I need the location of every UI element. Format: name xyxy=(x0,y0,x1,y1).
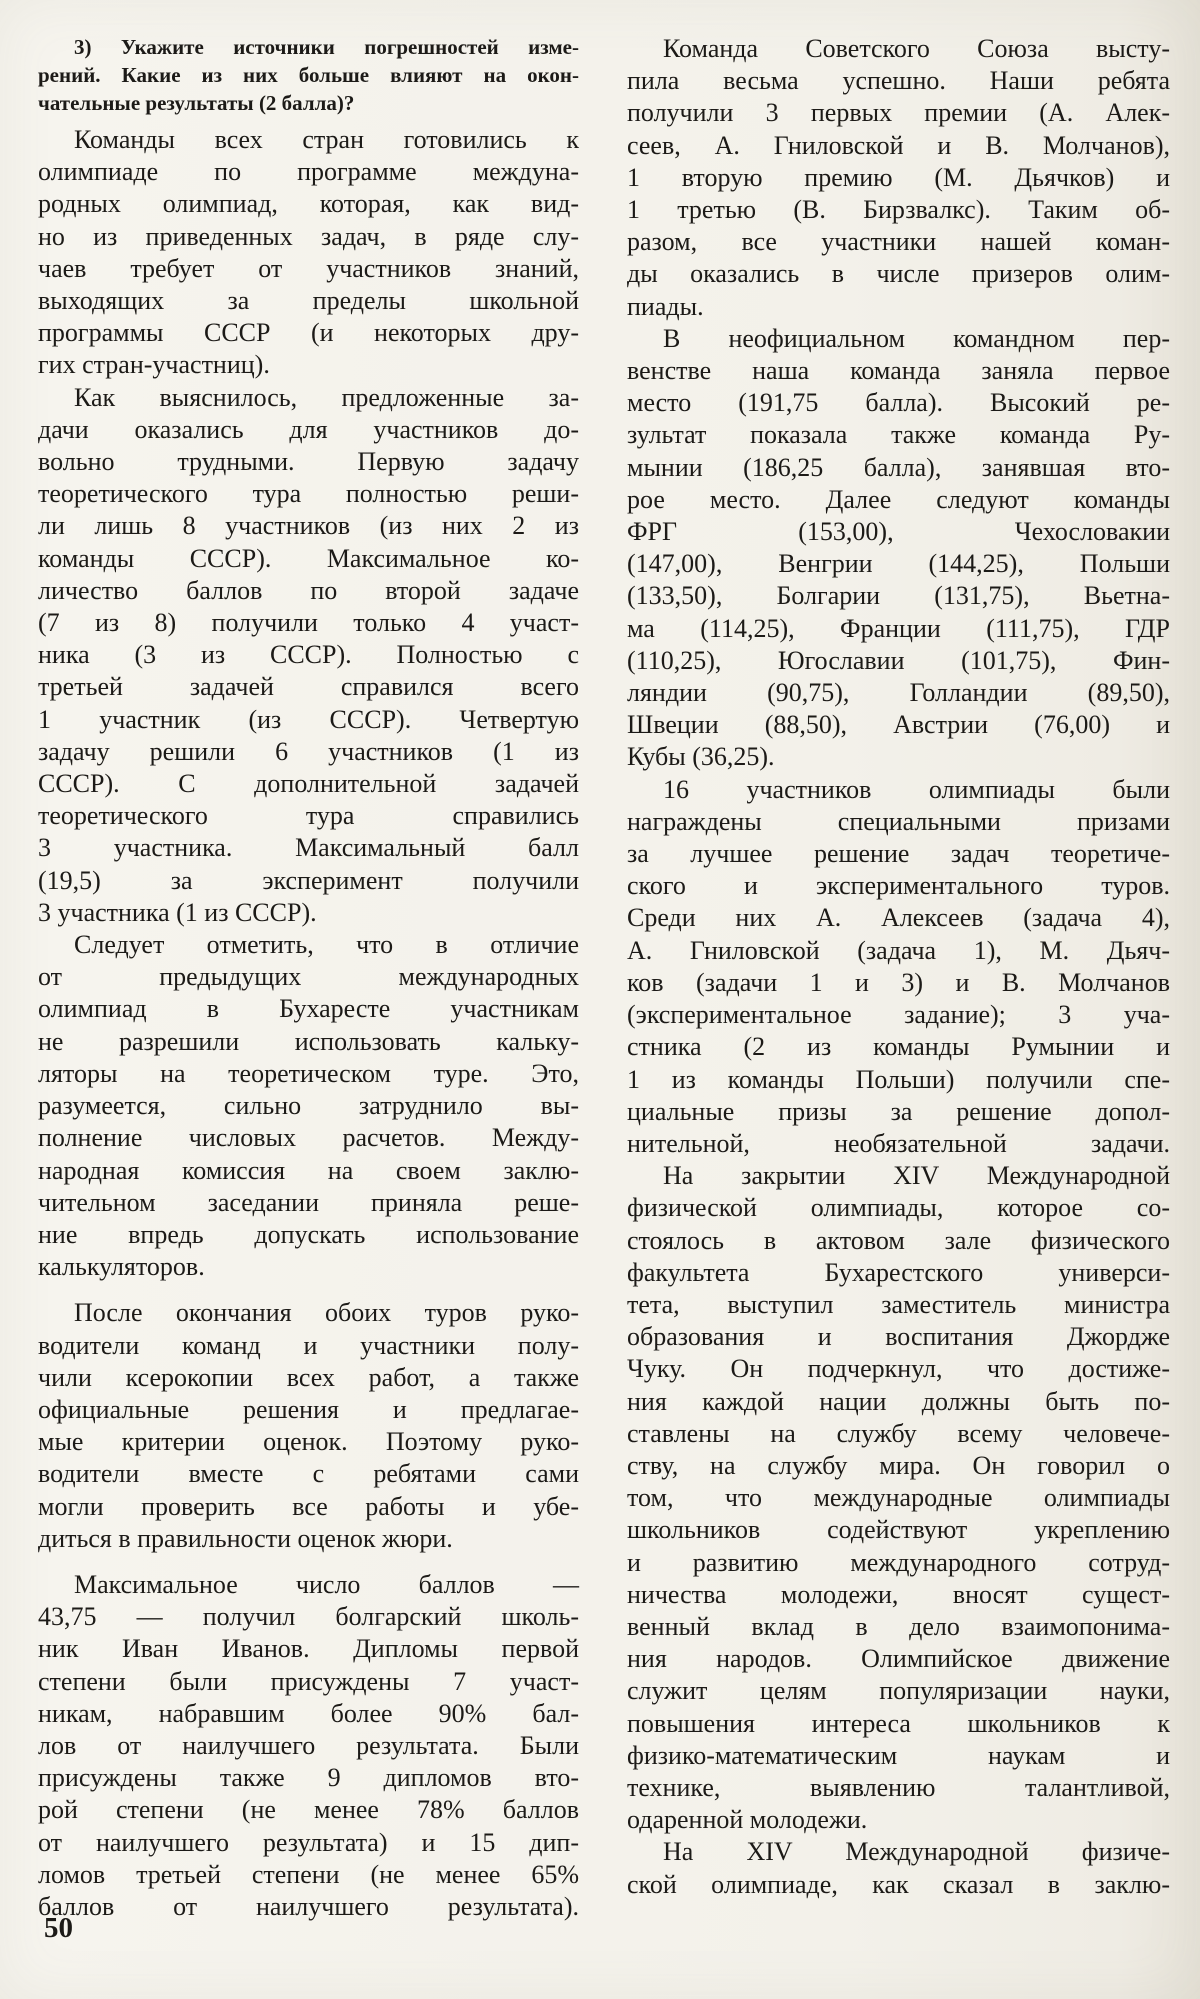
text-line: программы СССР (и некоторых дру- xyxy=(38,318,579,348)
text-line: ли лишь 8 участников (из них 2 из xyxy=(38,511,579,541)
text-line: Кубы (36,25). xyxy=(627,742,775,772)
text-line: 1 вторую премию (М. Дьячков) и xyxy=(627,162,1170,192)
text-line: диться в правильности оценок жюри. xyxy=(38,1523,453,1553)
text-line: ния народов. Олимпийское движение xyxy=(627,1644,1170,1674)
text-line: стоялось в актовом зале физического xyxy=(627,1225,1170,1255)
text-line: баллов от наилучшего результата). xyxy=(38,1891,579,1921)
text-line: рой степени (не менее 78% баллов xyxy=(38,1795,579,1825)
text-line: 3 участника (1 из СССР). xyxy=(38,897,317,927)
text-line: На XIV Международной физиче- xyxy=(663,1837,1170,1867)
text-line: тета, выступил заместитель министра xyxy=(627,1289,1170,1319)
text-line: сеев, А. Гниловской и В. Молчанов), xyxy=(627,130,1170,160)
text-line: ния каждой нации должны быть по- xyxy=(627,1386,1170,1416)
text-line: теоретического тура справились xyxy=(38,801,579,831)
text-line: 16 участников олимпиады были xyxy=(663,774,1170,804)
paragraph xyxy=(38,1569,579,1923)
text-line: ник Иван Иванов. Дипломы первой xyxy=(38,1634,579,1664)
text-line: теоретического тура полностью реши- xyxy=(38,479,579,509)
text-line: водители вместе с ребятами сами xyxy=(38,1459,579,1489)
text-line: циальные призы за решение допол- xyxy=(627,1096,1170,1126)
text-line: рений. Какие из них больше влияют на окон- xyxy=(38,63,579,87)
text-line: задачу решили 6 участников (1 из xyxy=(38,736,579,766)
text-line: степени были присуждены 7 участ- xyxy=(38,1666,579,1696)
text-line: калькуляторов. xyxy=(38,1252,205,1282)
text-line: (147,00), Венгрии (144,25), Польши xyxy=(627,549,1170,579)
text-line: На закрытии XIV Международной xyxy=(663,1161,1170,1191)
right-column xyxy=(627,33,1170,1901)
text-line: никам, набравшим более 90% бал- xyxy=(38,1698,579,1728)
text-line: ника (3 из СССР). Полностью с xyxy=(38,640,579,670)
text-line: ды оказались в числе призеров олим- xyxy=(627,259,1170,289)
text-line: ломов третьей степени (не менее 65% xyxy=(38,1859,579,1889)
paragraph xyxy=(38,124,579,382)
text-line: рое место. Далее следуют команды xyxy=(627,484,1170,514)
paragraph xyxy=(627,33,1170,323)
text-line: 3 участника. Максимальный балл xyxy=(38,833,579,863)
text-line: место (191,75 балла). Высокий ре- xyxy=(627,388,1170,418)
text-line: вольно трудными. Первую задачу xyxy=(38,447,579,477)
paragraph xyxy=(627,1836,1170,1900)
text-line: образования и воспитания Джордже xyxy=(627,1322,1170,1352)
text-line: награждены специальными призами xyxy=(627,806,1170,836)
text-line: не разрешили использовать кальку- xyxy=(38,1026,579,1056)
text-line: ничества молодежи, вносят сущест- xyxy=(627,1579,1170,1609)
text-line: 3) Укажите источники погрешностей изме- xyxy=(74,35,579,59)
text-line: том, что международные олимпиады xyxy=(627,1483,1170,1513)
text-line: чили ксерокопии всех работ, а также xyxy=(38,1362,579,1392)
text-line: ляндии (90,75), Голландии (89,50), xyxy=(627,678,1170,708)
text-line: ского и экспериментального туров. xyxy=(627,871,1170,901)
text-line: факультета Бухарестского универси- xyxy=(627,1257,1170,1287)
text-line: олимпиаде по программе междуна- xyxy=(38,157,579,187)
text-line: Следует отметить, что в отличие xyxy=(74,930,579,960)
text-line: А. Гниловской (задача 1), М. Дьяч- xyxy=(627,935,1170,965)
text-line: мые критерии оценок. Поэтому руко- xyxy=(38,1427,579,1457)
text-line: (110,25), Югославии (101,75), Фин- xyxy=(627,645,1170,675)
text-line: Швеции (88,50), Австрии (76,00) и xyxy=(627,710,1170,740)
paragraph xyxy=(627,774,1170,1160)
paragraph xyxy=(627,323,1170,774)
text-line: После окончания обоих туров руко- xyxy=(74,1298,579,1328)
text-line: 1 третью (В. Бирзвалкс). Таким об- xyxy=(627,195,1170,225)
text-line: школьников содействуют укреплению xyxy=(627,1515,1170,1545)
page-number: 50 xyxy=(44,1912,73,1944)
text-line: чаев требует от участников знаний, xyxy=(38,253,579,283)
text-line: (19,5) за эксперимент получили xyxy=(38,865,579,895)
text-line: физической олимпиады, которое со- xyxy=(627,1193,1170,1223)
text-line: но из приведенных задач, в ряде слу- xyxy=(38,221,579,251)
text-line: Команда Советского Союза высту- xyxy=(663,34,1170,63)
text-line: чательные результаты (2 балла)? xyxy=(38,91,355,115)
text-line: официальные решения и предлагае- xyxy=(38,1394,579,1424)
text-line: разумеется, сильно затруднило вы- xyxy=(38,1091,579,1121)
text-line: одаренной молодежи. xyxy=(627,1805,868,1835)
paragraph xyxy=(38,382,579,929)
text-line: гих стран-участниц). xyxy=(38,350,270,380)
text-line: ляторы на теоретическом туре. Это, xyxy=(38,1058,579,1088)
text-line: мынии (186,25 балла), занявшая вто- xyxy=(627,452,1170,482)
text-line: (экспериментальное задание); 3 уча- xyxy=(627,1000,1170,1030)
text-line: третьей задачей справился всего xyxy=(38,672,579,702)
text-line: олимпиад в Бухаресте участникам xyxy=(38,994,579,1024)
paragraph xyxy=(38,929,579,1283)
text-line: 43,75 — получил болгарский школь- xyxy=(38,1602,579,1632)
text-line: зультат показала также команда Ру- xyxy=(627,420,1170,450)
text-line: служит целям популяризации науки, xyxy=(627,1676,1170,1706)
text-line: 1 участник (из СССР). Четвертую xyxy=(38,704,579,734)
text-line: от наилучшего результата) и 15 дип- xyxy=(38,1827,579,1857)
text-line: 1 из команды Польши) получили спе- xyxy=(627,1064,1170,1094)
text-line: чительном заседании приняла реше- xyxy=(38,1187,579,1217)
text-line: получили 3 первых премии (А. Алек- xyxy=(627,98,1170,128)
text-line: физико-математическим наукам и xyxy=(627,1740,1170,1770)
text-line: за лучшее решение задач теоретиче- xyxy=(627,839,1170,869)
question-paragraph xyxy=(38,33,579,117)
text-line: ФРГ (153,00), Чехословакии xyxy=(627,517,1170,547)
text-line: Команды всех стран готовились к xyxy=(74,125,579,154)
text-line: ма (114,25), Франции (111,75), ГДР xyxy=(627,613,1170,643)
text-line: команды СССР). Максимальное ко- xyxy=(38,543,579,573)
text-line: ков (задачи 1 и 3) и В. Молчанов xyxy=(627,967,1170,997)
text-line: ставлены на службу всему человече- xyxy=(627,1418,1170,1448)
text-line: В неофициальном командном пер- xyxy=(663,323,1170,353)
text-line: Как выяснилось, предложенные за- xyxy=(74,382,579,412)
text-line: личество баллов по второй задаче xyxy=(38,575,579,605)
text-line: и развитию международного сотруд- xyxy=(627,1547,1170,1577)
text-line: технике, выявлению талантливой, xyxy=(627,1772,1170,1802)
text-line: лов от наилучшего результата. Были xyxy=(38,1730,579,1760)
left-column xyxy=(38,33,579,1923)
text-line: (133,50), Болгарии (131,75), Вьетна- xyxy=(627,581,1170,611)
text-line: стника (2 из команды Румынии и xyxy=(627,1032,1170,1062)
text-line: могли проверить все работы и убе- xyxy=(38,1491,579,1521)
text-line: пила весьма успешно. Наши ребята xyxy=(627,66,1170,96)
text-line: повышения интереса школьников к xyxy=(627,1708,1170,1738)
text-line: народная комиссия на своем заклю- xyxy=(38,1155,579,1185)
text-line: пиады. xyxy=(627,291,704,321)
text-line: разом, все участники нашей коман- xyxy=(627,227,1170,257)
text-line: СССР). С дополнительной задачей xyxy=(38,769,579,799)
text-line: от предыдущих международных xyxy=(38,962,579,992)
text-line: ние впредь допускать использование xyxy=(38,1219,579,1249)
text-line: Чуку. Он подчеркнул, что достиже- xyxy=(627,1354,1170,1384)
text-line: родных олимпиад, которая, как вид- xyxy=(38,189,579,219)
text-line: Среди них А. Алексеев (задача 4), xyxy=(627,903,1170,933)
text-line: Максимальное число баллов — xyxy=(74,1569,579,1599)
text-line: ской олимпиаде, как сказал в заклю- xyxy=(627,1869,1170,1899)
text-line: ству, на службу мира. Он говорил о xyxy=(627,1450,1170,1480)
text-line: венный вклад в дело взаимопонима- xyxy=(627,1611,1170,1641)
text-line: (7 из 8) получили только 4 участ- xyxy=(38,608,579,638)
paragraph xyxy=(38,1297,579,1555)
text-line: нительной, необязательной задачи. xyxy=(627,1128,1170,1158)
text-line: водители команд и участники полу- xyxy=(38,1330,579,1360)
text-line: полнение числовых расчетов. Между- xyxy=(38,1123,579,1153)
text-line: выходящих за пределы школьной xyxy=(38,286,579,316)
text-line: венстве наша команда заняла первое xyxy=(627,356,1170,386)
text-line: дачи оказались для участников до- xyxy=(38,414,579,444)
paragraph xyxy=(627,1160,1170,1836)
text-line: присуждены также 9 дипломов вто- xyxy=(38,1763,579,1793)
